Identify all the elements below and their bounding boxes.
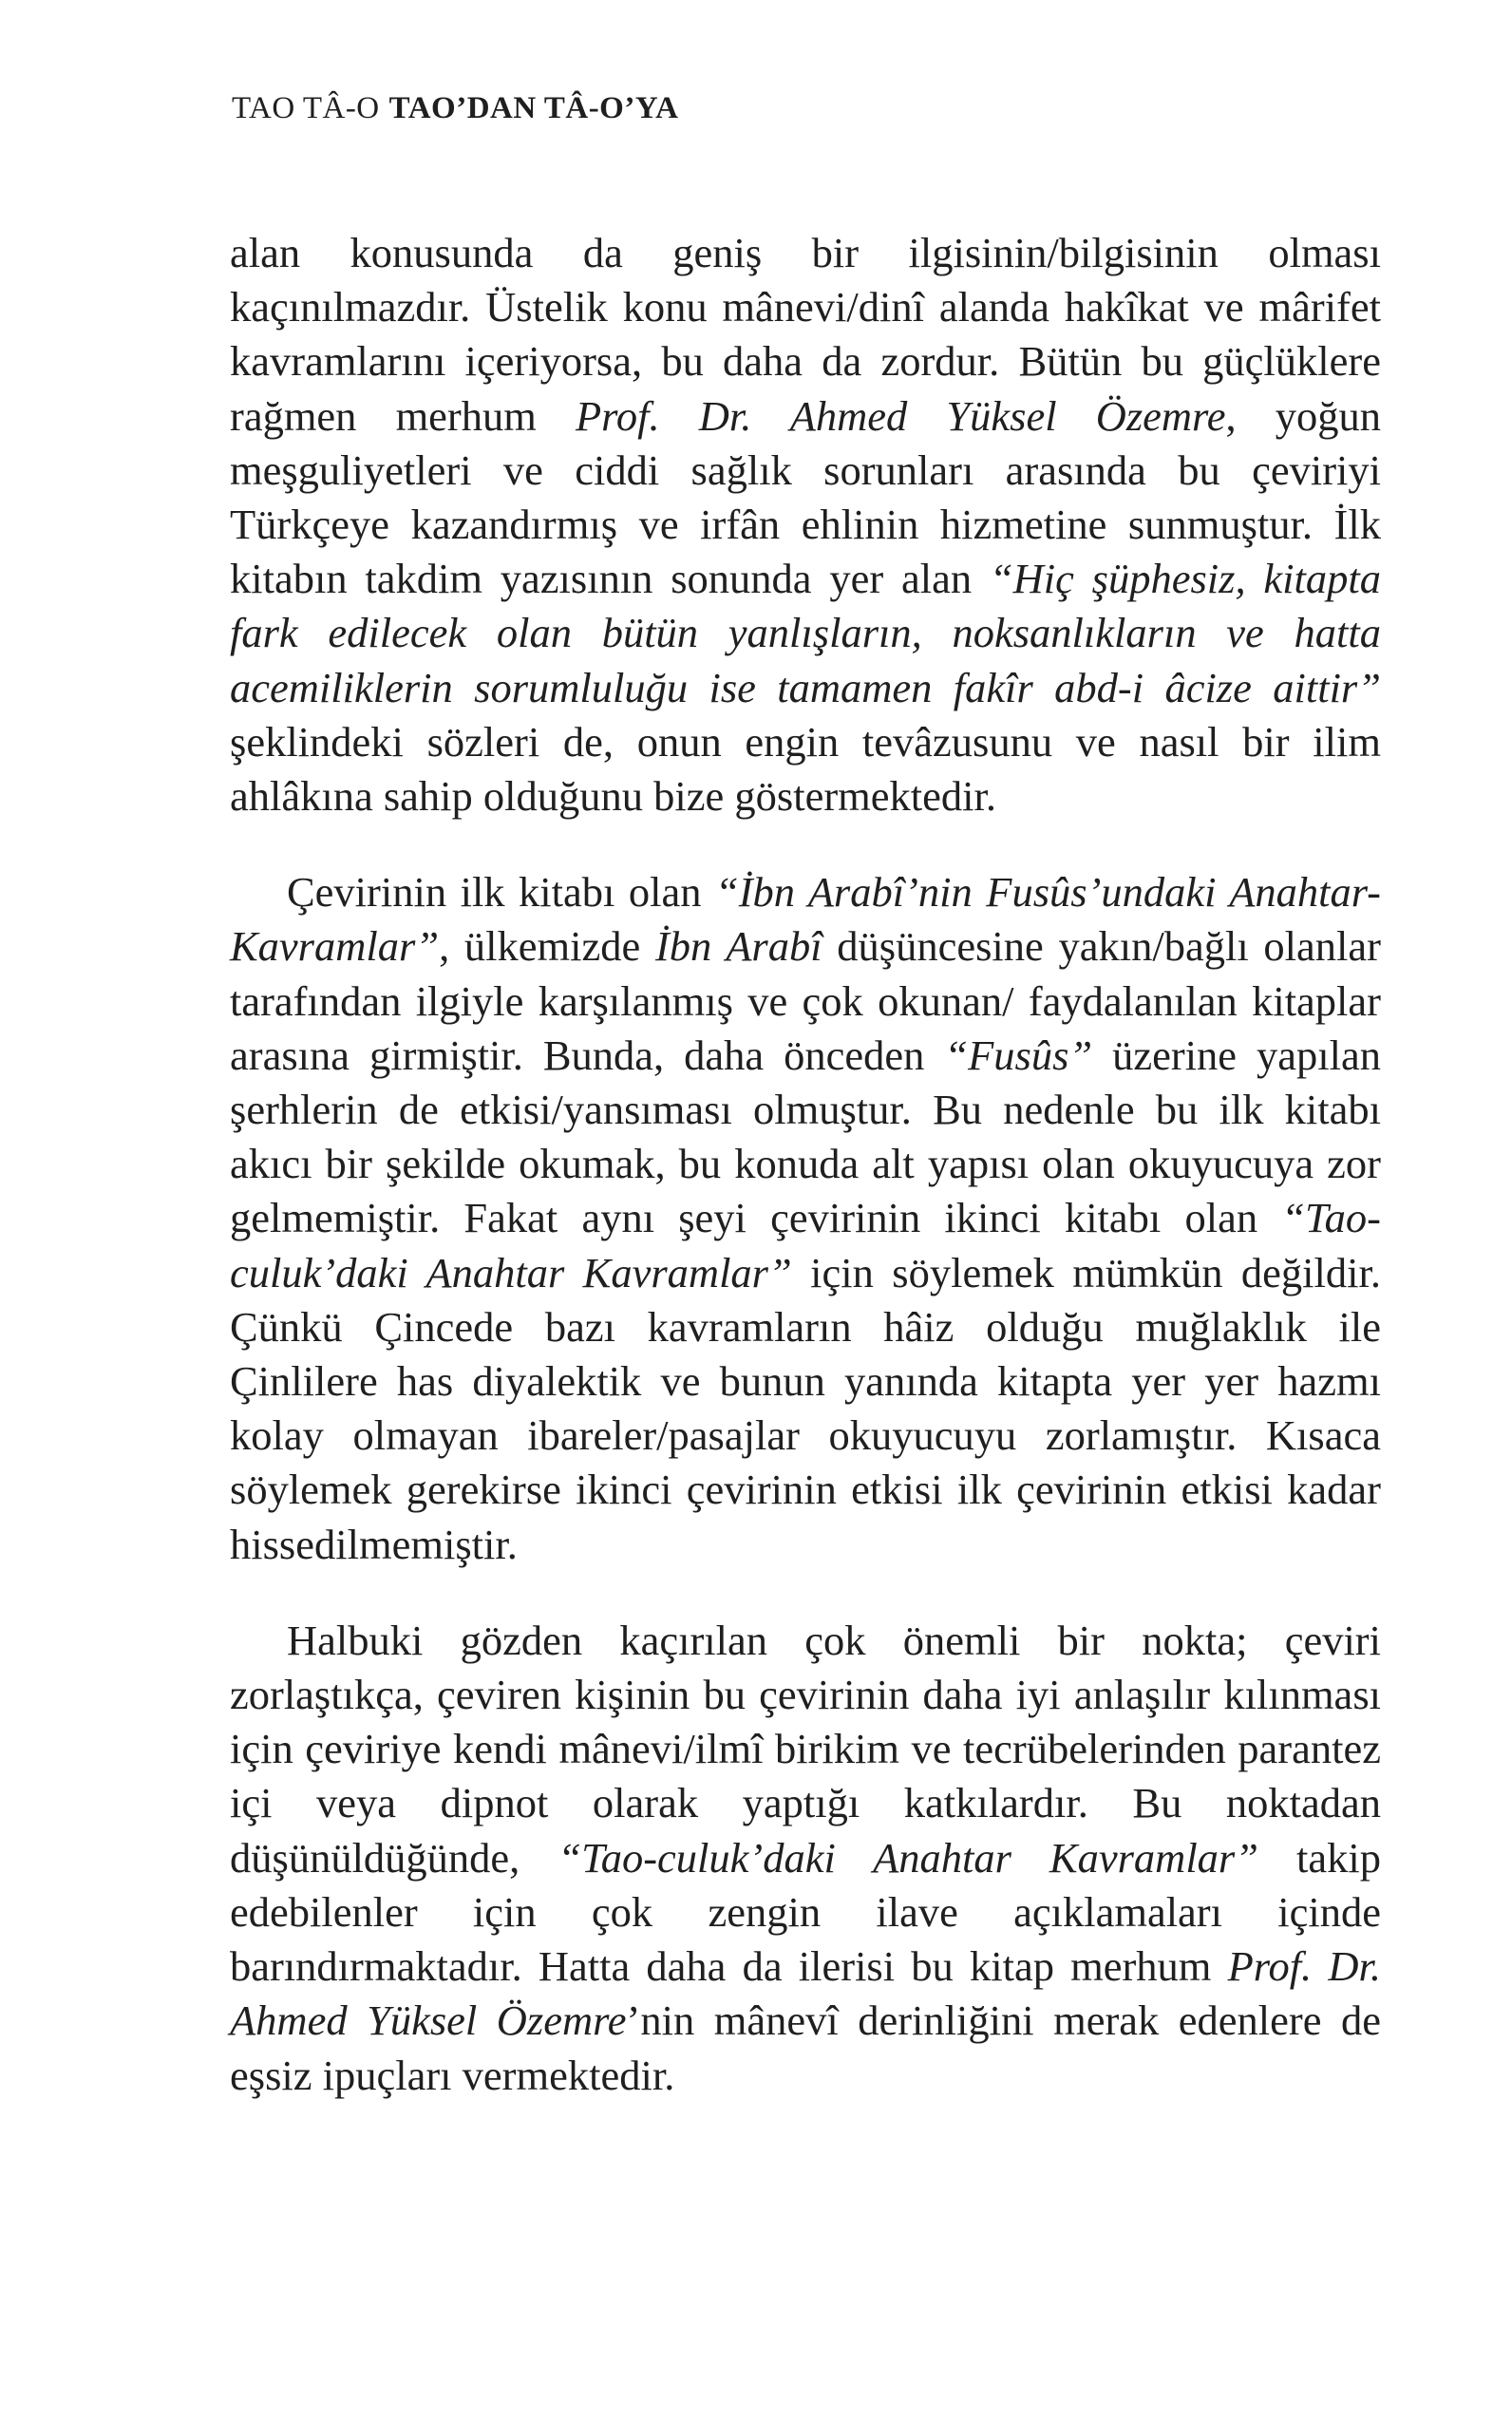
text-run: ’nin mânevî derinliğini merak edenlere de eşsiz ipuçları vermektedir. bbox=[230, 1996, 1381, 2099]
series-title: TAO TÂ-O bbox=[232, 91, 380, 125]
text-run: düşüncesine yakın/bağlı olanlar tarafından ilgiyle karşılanmış ve çok okunan/ faydalanılan kitaplar arasına girmiştir. Bunda, daha önceden bbox=[230, 922, 1381, 1079]
text-run: şeklindeki sözleri de, onun engin tevâzusunu ve nasıl bir ilim ahlâkına sahip olduğunu bize göstermektedir. bbox=[230, 717, 1381, 821]
body-text bbox=[230, 226, 1381, 2145]
book-title: TAO’DAN TÂ-O’YA bbox=[388, 91, 679, 125]
running-head bbox=[232, 91, 678, 126]
person-name: İbn Arabî bbox=[654, 922, 822, 971]
author-name: Prof. Dr. Ahmed Yüksel Özemre bbox=[230, 1942, 1382, 2045]
text-run: üzerine yapılan şerhlerin de etkisi/yansıması olmuştur. Bu nedenle bu ilk kitabı akıcı bir şekilde okumak, bu konuda alt yapısı olan okuyucuya zor gelmemiştir. Fakat aynı şeyi çevirinin ikinci kitabı olan bbox=[230, 1031, 1381, 1242]
paragraph-2 bbox=[230, 865, 1381, 1572]
book-reference: “İbn Arabî’nin Fusûs’undaki Anahtar-Kavramlar” bbox=[230, 868, 1381, 971]
text-run: Çevirinin ilk kitabı olan bbox=[287, 868, 715, 917]
paragraph-3 bbox=[230, 1614, 1381, 2103]
text-run: alan konusunda da geniş bir ilgisinin/bilgisinin olması kaçınılmazdır. Üstelik konu mânevi/dinî alanda hakîkat ve mârifet kavramlarını içeriyorsa, bu daha da zordur. Bütün bu güçlüklere rağmen merhum bbox=[230, 229, 1381, 440]
paragraph-1 bbox=[230, 226, 1381, 823]
book-reference: “Tao-culuk’daki Anahtar Kavramlar” bbox=[558, 1833, 1259, 1882]
quotation: “Hiç şüphesiz, kitapta fark edilecek olan bütün yanlışların, noksanlıkların ve hatta acemiliklerin sorumluluğu ise tamamen fakîr abd-i âcize aittir” bbox=[230, 555, 1381, 711]
text-run: için söylemek mümkün değildir. Çünkü Çincede bazı kavramların hâiz olduğu muğlaklık ile Çinlilere has diyalektik ve bunun yanında kitapta yer yer hazmı kolay olmayan ibareler/pasajlar okuyucuyu zorlamıştır. Kısaca söylemek gerekirse ikinci çevirinin etkisi ilk çevirinin etkisi kadar hissedilmemiştir. bbox=[230, 1248, 1381, 1568]
text-run: , ülkemizde bbox=[439, 922, 655, 971]
book-reference: “Fusûs” bbox=[944, 1031, 1093, 1079]
text-run: Halbuki gözden kaçırılan çok önemli bir nokta; çeviri zorlaştıkça, çeviren kişinin bu çevirinin daha iyi anlaşılır kılınması için çeviriye kendi mânevi/ilmî birikim ve tecrübelerinden parantez içi veya dipnot olarak yaptığı katkılardır. Bu noktadan düşünüldüğünde, bbox=[230, 1616, 1381, 1882]
author-name: Prof. Dr. Ahmed Yüksel Özemre bbox=[576, 391, 1226, 440]
text-run: takip edebilenler için çok zengin ilave açıklamaları içinde barındırmaktadır. Hatta daha da ilerisi bu kitap merhum bbox=[230, 1833, 1382, 1991]
book-reference: “Tao-culuk’daki Anahtar Kavramlar” bbox=[230, 1194, 1381, 1296]
text-run: , yoğun meşguliyetleri ve ciddi sağlık sorunları arasında bu çeviriyi Türkçeye kazandırmış ve irfân ehlinin hizmetine sunmuştur. İlk kitabın takdim yazısının sonunda yer alan bbox=[230, 391, 1381, 603]
